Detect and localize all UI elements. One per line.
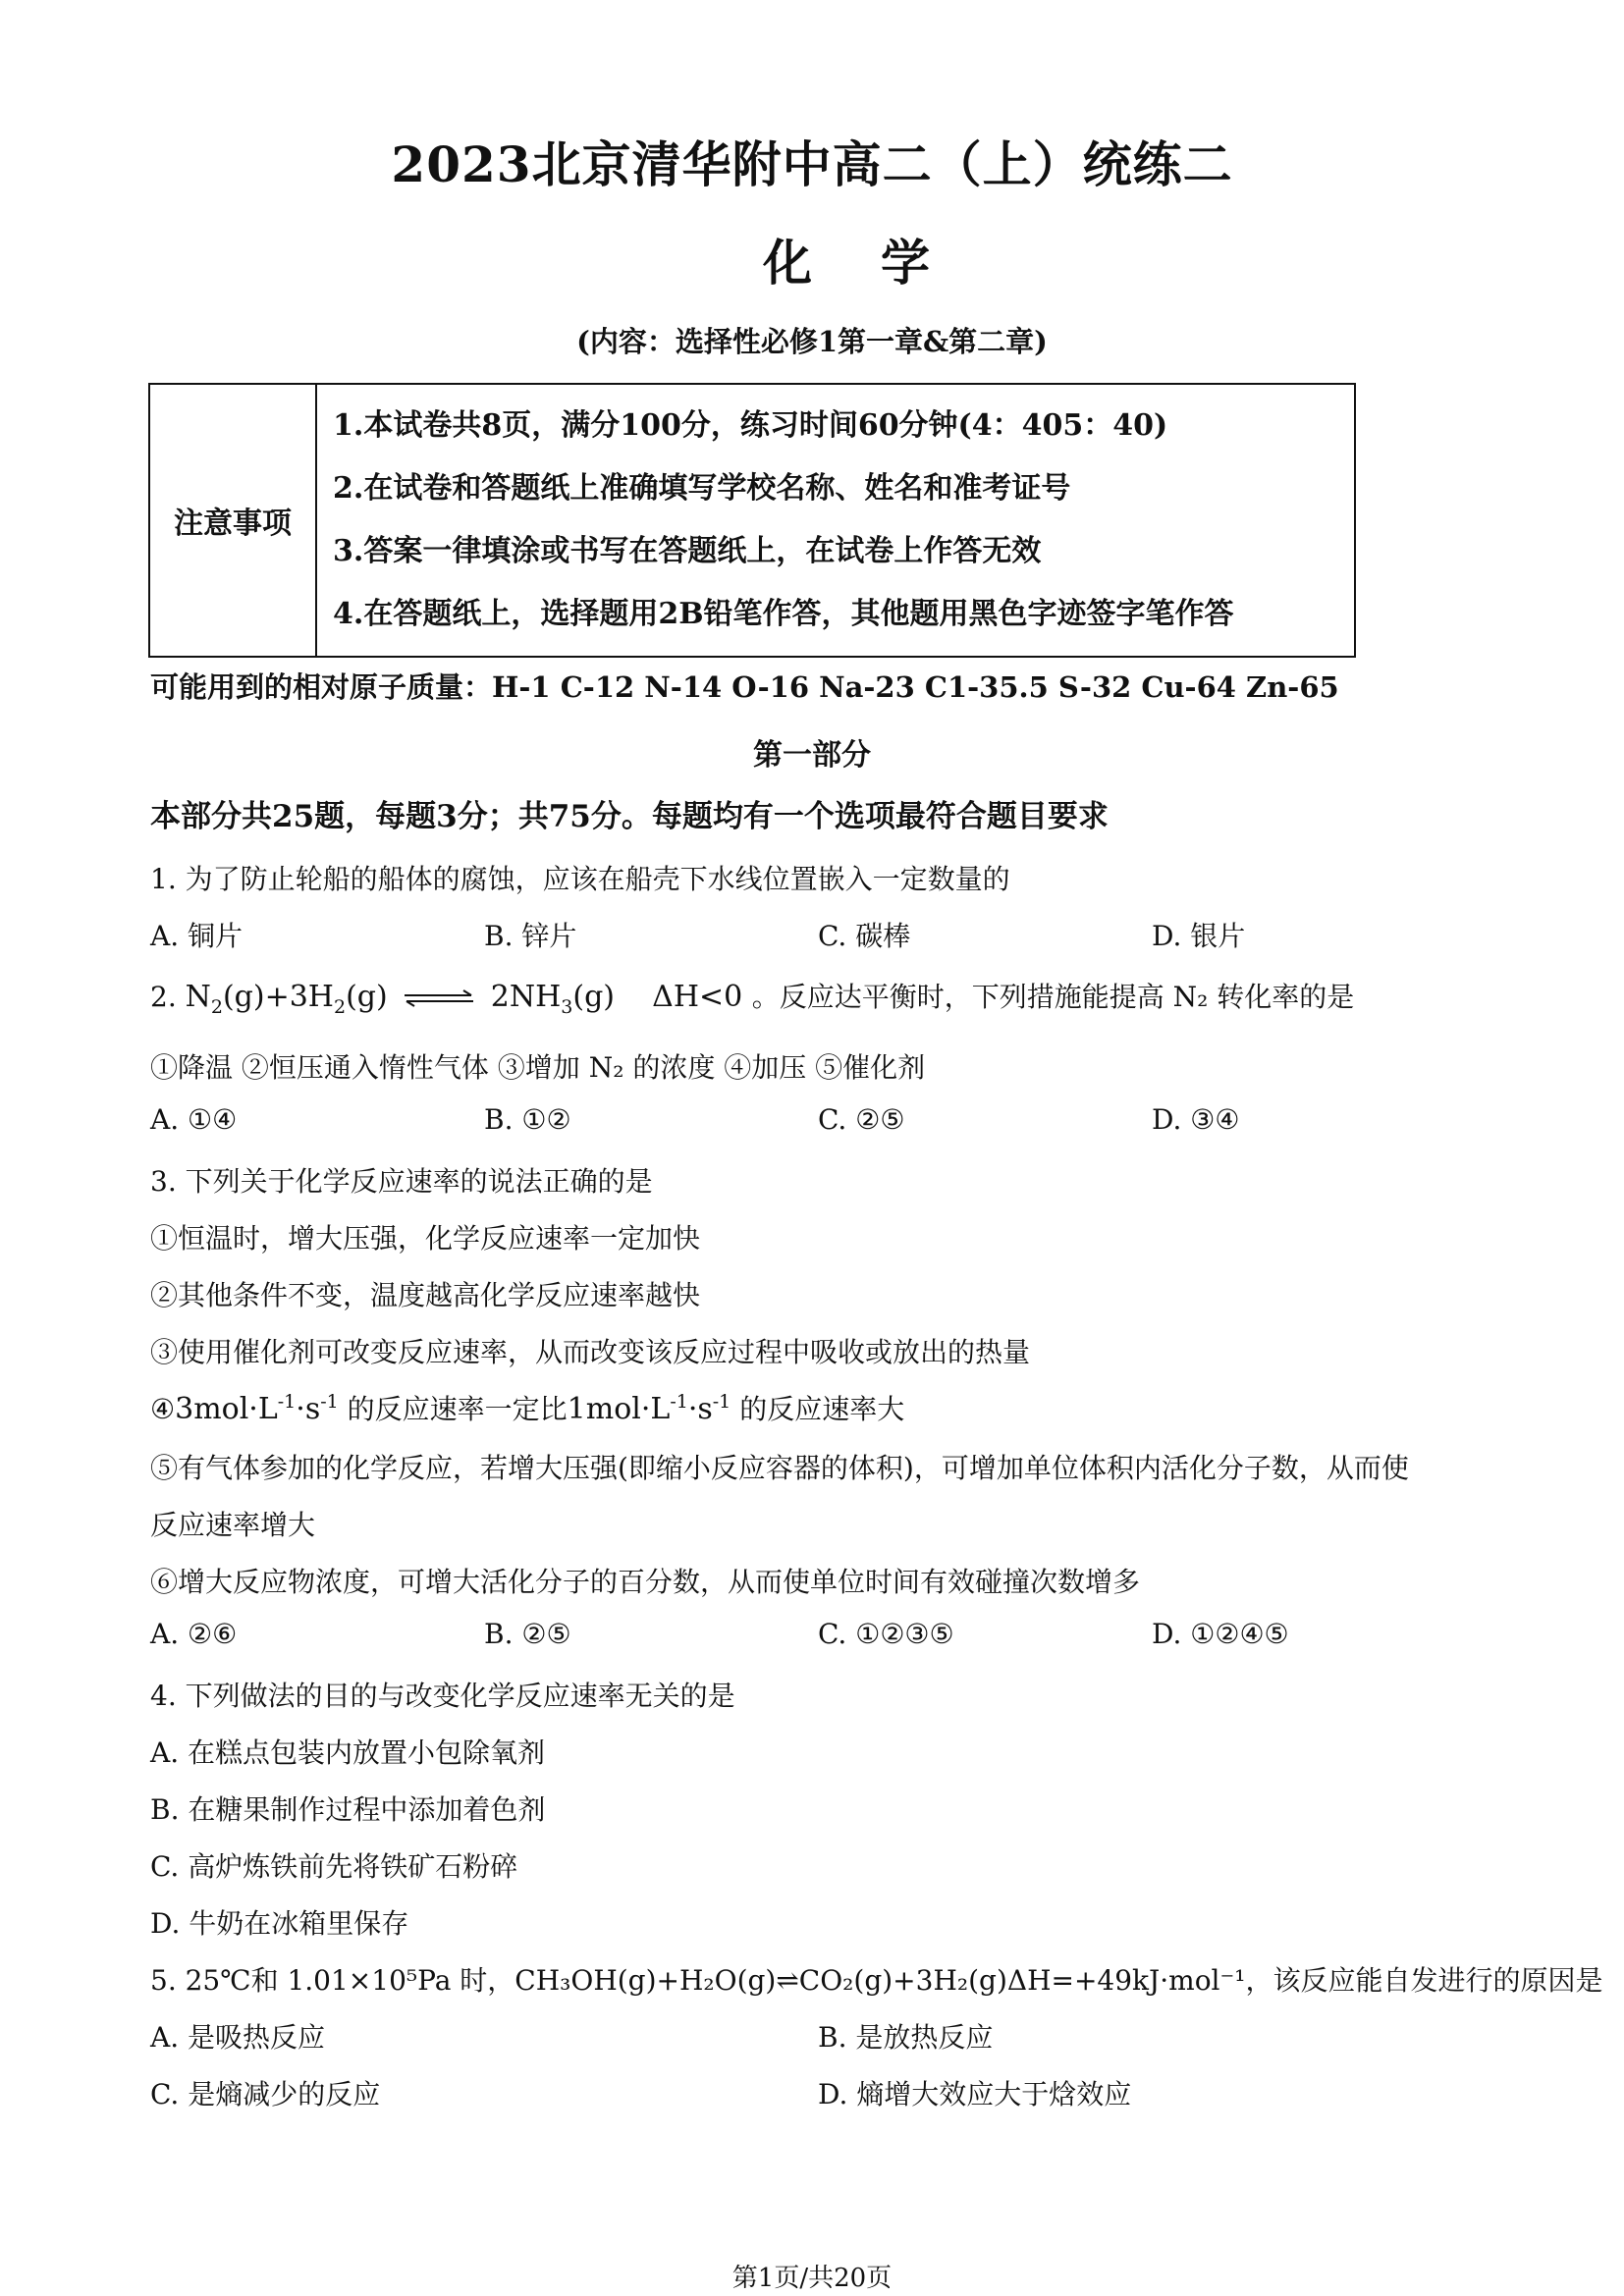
notice-box bbox=[148, 383, 1356, 658]
option-b: B. ①② bbox=[484, 1103, 571, 1136]
content-scope: (内容：选择性必修1第一章&第二章) bbox=[576, 325, 1048, 358]
option-d: D. ①②④⑤ bbox=[1152, 1618, 1289, 1650]
statement-5-continued: 反应速率增大 bbox=[150, 1509, 316, 1541]
rate-value bbox=[568, 1392, 731, 1426]
option-d: D. 银片 bbox=[1152, 920, 1246, 952]
question-2-measures: ①降温 ②恒压通入惰性气体 ③增加 N₂ 的浓度 ④加压 ⑤催化剂 bbox=[150, 1051, 926, 1084]
eq-sup: -1 bbox=[320, 1391, 339, 1413]
equation bbox=[185, 980, 752, 1018]
question-2-stem bbox=[150, 976, 1354, 1018]
atomic-masses: 可能用到的相对原子质量：H-1 C-12 N-14 O-16 Na-23 C1-35.5 S-32 Cu-64 Zn-65 bbox=[150, 670, 1339, 704]
exam-title: 2023北京清华附中高二（上）统练二 bbox=[391, 135, 1233, 193]
question-1-stem: 1. 为了防止轮船的船体的腐蚀，应该在船壳下水线位置嵌入一定数量的 bbox=[150, 863, 1010, 895]
option-b: B. ②⑤ bbox=[484, 1618, 571, 1650]
option-b: B. 是放热反应 bbox=[818, 2021, 994, 2054]
equilibrium-arrow-icon bbox=[403, 989, 475, 1007]
statement-text: 的反应速率大 bbox=[739, 1393, 905, 1425]
question-number: 2. bbox=[150, 981, 177, 1013]
eq-sup: -1 bbox=[670, 1391, 688, 1413]
option-c: C. 碳棒 bbox=[818, 920, 911, 952]
eq-sub: 2 bbox=[333, 996, 347, 1018]
eq-sub: 3 bbox=[561, 996, 573, 1018]
eq-part: ·s bbox=[687, 1392, 713, 1426]
statement-5: ⑤有气体参加的化学反应，若增大压强(即缩小反应容器的体积)，可增加单位体积内活化分子数，从而使 bbox=[150, 1452, 1409, 1484]
option-a: A. 铜片 bbox=[150, 920, 244, 952]
option-d: D. ③④ bbox=[1152, 1103, 1240, 1136]
eq-part: ·s bbox=[296, 1392, 321, 1426]
statement-1: ①恒温时，增大压强，化学反应速率一定加快 bbox=[150, 1222, 701, 1255]
question-2-tail: 。反应达平衡时，下列措施能提高 N₂ 转化率的是 bbox=[751, 981, 1355, 1013]
eq-part: 2NH bbox=[490, 980, 562, 1014]
part-title: 第一部分 bbox=[753, 738, 871, 773]
question-4-stem: 4. 下列做法的目的与改变化学反应速率无关的是 bbox=[150, 1680, 735, 1712]
statement-marker: ④ bbox=[150, 1393, 176, 1425]
option-c: C. ②⑤ bbox=[818, 1103, 905, 1136]
eq-part: (g) bbox=[572, 980, 615, 1014]
option-c: C. ①②③⑤ bbox=[818, 1618, 954, 1650]
question-5-stem: 5. 25℃和 1.01×10⁵Pa 时，CH₃OH(g)+H₂O(g)⇌CO₂(g)+3H₂(g)ΔH=+49kJ·mol⁻¹，该反应能自发进行的原因是 bbox=[150, 1964, 1603, 1997]
eq-sub: 2 bbox=[210, 996, 223, 1018]
option-b: B. 锌片 bbox=[484, 920, 577, 952]
notice-item: 1.本试卷共8页，满分100分，练习时间60分钟(4：405：40) bbox=[333, 408, 1168, 443]
statement-2: ②其他条件不变，温度越高化学反应速率越快 bbox=[150, 1279, 701, 1311]
rate-value bbox=[175, 1392, 339, 1426]
page-footer: 第1页/共20页 bbox=[731, 2264, 893, 2293]
enthalpy-change: ΔH<0 bbox=[652, 980, 743, 1014]
subject-title: 化学 bbox=[763, 234, 999, 292]
option-d: D. 牛奶在冰箱里保存 bbox=[150, 1907, 409, 1940]
notice-items bbox=[317, 385, 1354, 656]
notice-item: 3.答案一律填涂或书写在答题纸上，在试卷上作答无效 bbox=[333, 534, 1042, 568]
eq-part: 1mol·L bbox=[567, 1392, 671, 1426]
eq-part: (g) bbox=[346, 980, 388, 1014]
option-c: C. 高炉炼铁前先将铁矿石粉碎 bbox=[150, 1850, 518, 1883]
eq-sup: -1 bbox=[277, 1391, 297, 1413]
statement-3: ③使用催化剂可改变反应速率，从而改变该反应过程中吸收或放出的热量 bbox=[150, 1336, 1031, 1368]
option-b: B. 在糖果制作过程中添加着色剂 bbox=[150, 1793, 546, 1826]
statement-4 bbox=[150, 1388, 904, 1427]
eq-part: 3mol·L bbox=[175, 1392, 278, 1426]
option-a: A. 是吸热反应 bbox=[150, 2021, 326, 2054]
statement-text: 的反应速率一定比 bbox=[347, 1393, 568, 1425]
option-a: A. ①④ bbox=[150, 1103, 238, 1136]
notice-item: 2.在试卷和答题纸上准确填写学校名称、姓名和准考证号 bbox=[333, 471, 1071, 506]
eq-sup: -1 bbox=[712, 1391, 731, 1413]
notice-label: 注意事项 bbox=[150, 385, 317, 656]
statement-6: ⑥增大反应物浓度，可增大活化分子的百分数，从而使单位时间有效碰撞次数增多 bbox=[150, 1566, 1141, 1598]
option-a: A. ②⑥ bbox=[150, 1618, 238, 1650]
option-c: C. 是熵减少的反应 bbox=[150, 2078, 381, 2110]
eq-part: (g)+3H bbox=[222, 980, 334, 1014]
notice-item: 4.在答题纸上，选择题用2B铅笔作答，其他题用黑色字迹签字笔作答 bbox=[333, 597, 1234, 631]
option-a: A. 在糕点包装内放置小包除氧剂 bbox=[150, 1736, 546, 1769]
question-3-stem: 3. 下列关于化学反应速率的说法正确的是 bbox=[150, 1165, 653, 1198]
eq-part: N bbox=[185, 980, 211, 1014]
option-d: D. 熵增大效应大于焓效应 bbox=[818, 2078, 1132, 2110]
section-note: 本部分共25题，每题3分；共75分。每题均有一个选项最符合题目要求 bbox=[150, 799, 1109, 834]
